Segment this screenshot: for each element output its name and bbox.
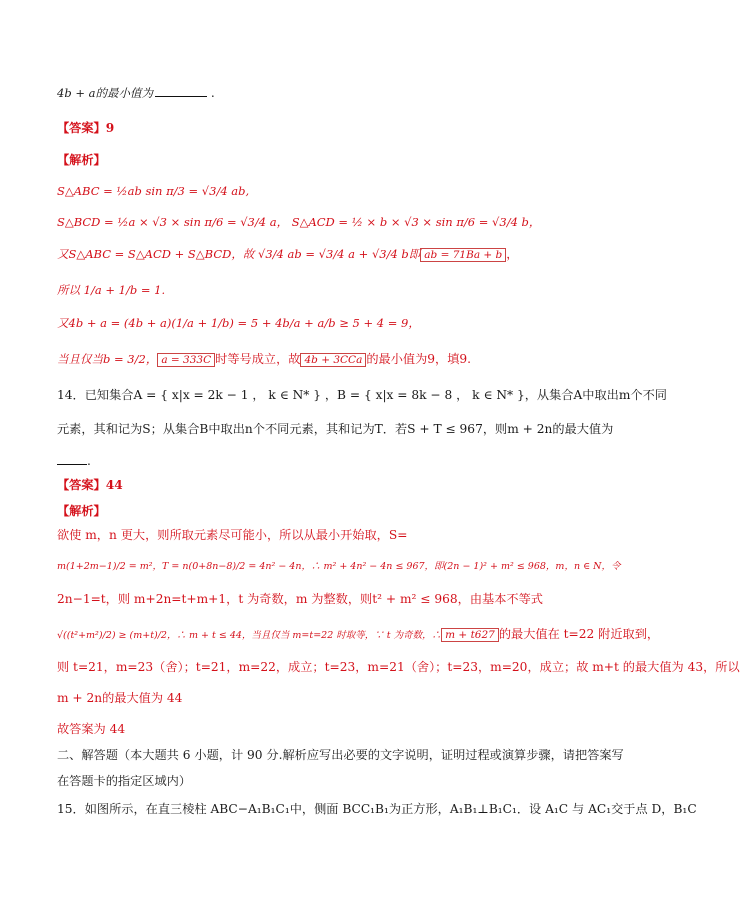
q13-step-6 bbox=[57, 350, 471, 369]
q14-step-4 bbox=[57, 625, 659, 645]
q14-period: . bbox=[87, 454, 91, 468]
q13-step-3-comma: ， bbox=[506, 247, 519, 261]
q13-step-6-c: 的最小值为9，填9. bbox=[366, 352, 472, 366]
q14-step-3: 2n−1=t，则 m+2n=t+m+1，t 为奇数，m 为整数，则t² + m² ≤ 968，由基本不等式 bbox=[57, 592, 543, 606]
q13-boxed-formula-1: ab = 71Ba + b bbox=[420, 248, 506, 262]
q13-step-3-text: 又S△ABC = S△ACD + S△BCD，故 √3/4 ab = √3/4 a + √3/4 b即 bbox=[57, 247, 421, 261]
q14-stem-2: 元素，其和记为S；从集合B中取出n个不同元素，其和记为T．若S + T ≤ 967，则m + 2n的最大值为 bbox=[57, 422, 614, 436]
q13-period: . bbox=[210, 86, 215, 100]
q14-step-4-b: 的最大值在 t=22 附近取到， bbox=[498, 627, 660, 641]
q13-step-2: S△BCD = ½a × √3 × sin π/6 = √3/4 a， S△ACD = ½ × b × √3 × sin π/6 = √3/4 b， bbox=[57, 215, 541, 229]
answer-blank bbox=[57, 452, 87, 465]
q13-analysis-heading: 【解析】 bbox=[57, 153, 106, 167]
q13-boxed-formula-2: a = 333C bbox=[157, 353, 215, 367]
q14-step-5: 则 t=21，m=23（舍）；t=21，m=22，成立；t=23，m=21（舍）；t=23，m=20，成立；故 m+t 的最大值为 43，所以 bbox=[57, 660, 740, 674]
q14-step-2: m(1+2m−1)/2 = m²，T = n(0+8n−8)/2 = 4n² − 4n，∴ m² + 4n² − 4n ≤ 967，即(2n − 1)² + m² ≤ 968，m，n ∈ N，令 bbox=[57, 561, 621, 572]
q13-text: 4b + a的最小值为 bbox=[57, 86, 153, 100]
q14-blank-line bbox=[57, 452, 91, 470]
q14-boxed-formula: m + t627 bbox=[441, 628, 499, 642]
q14-conclusion: 故答案为 44 bbox=[57, 722, 126, 736]
q13-step-5: 又4b + a = (4b + a)(1/a + 1/b) = 5 + 4b/a + a/b ≥ 5 + 4 = 9， bbox=[57, 316, 420, 330]
q14-step-6: m + 2n的最大值为 44 bbox=[57, 691, 183, 705]
q14-analysis-heading: 【解析】 bbox=[57, 504, 106, 518]
q15-stem: 15．如图所示，在直三棱柱 ABC−A₁B₁C₁中，侧面 BCC₁B₁为正方形，A₁B₁⊥B₁C₁．设 A₁C 与 AC₁交于点 D，B₁C bbox=[57, 802, 697, 816]
q13-step-6-b: 时等号成立，故 bbox=[215, 352, 301, 366]
q13-tail bbox=[57, 84, 215, 102]
answer-blank bbox=[155, 84, 207, 97]
q13-step-1: S△ABC = ½ab sin π/3 = √3/4 ab, bbox=[57, 184, 250, 198]
q13-step-4: 所以 1/a + 1/b = 1. bbox=[57, 283, 166, 297]
section-heading-cont: 在答题卡的指定区域内） bbox=[57, 774, 192, 788]
q13-step-3 bbox=[57, 245, 518, 264]
q14-answer: 【答案】44 bbox=[57, 478, 123, 492]
q14-step-1: 欲使 m，n 更大，则所取元素尽可能小，所以从最小开始取，S= bbox=[57, 528, 408, 542]
q13-step-6-a: 当且仅当b = 3/2， bbox=[57, 352, 158, 366]
q13-boxed-formula-3: 4b + 3CCa bbox=[300, 353, 366, 367]
q14-stem-1: 14．已知集合A = { x|x = 2k − 1 ， k ∈ N* } ，B = { x|x = 8k − 8 ， k ∈ N* }，从集合A中取出m个不同 bbox=[57, 388, 667, 402]
q13-answer: 【答案】9 bbox=[57, 121, 115, 135]
section-heading: 二、解答题（本大题共 6 小题，计 90 分.解析应写出必要的文字说明，证明过程或演算步骤，请把答案写 bbox=[57, 748, 624, 762]
q14-step-4-a: √((t²+m²)/2) ≥ (m+t)/2，∴ m + t ≤ 44，当且仅当 m=t=22 时取等，∵ t 为奇数，∴ bbox=[57, 630, 442, 641]
